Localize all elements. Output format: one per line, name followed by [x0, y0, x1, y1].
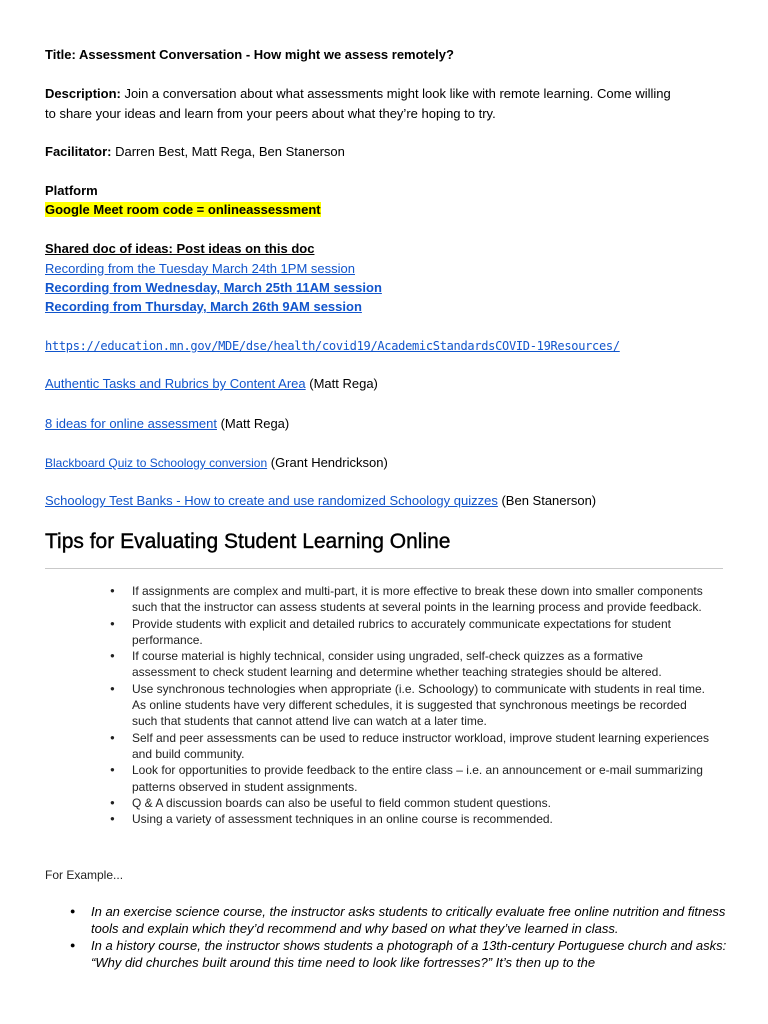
resource-author: (Matt Rega) [305, 376, 378, 391]
platform-label: Platform [45, 183, 98, 198]
resource-row [45, 455, 388, 470]
resource-link-blackboard-quiz[interactable]: Blackboard Quiz to Schoology conversion [45, 456, 268, 470]
list-item: ● Look for opportunities to provide feedback to the entire class – i.e. an announcement or e-mail summarizing patterns observed in student assignments. [110, 762, 710, 795]
description-line-2: to share your ideas and learn from your peers about what they’re hoping to try. [45, 106, 496, 121]
resource-link-authentic-tasks[interactable]: Authentic Tasks and Rubrics by Content Area [45, 376, 306, 391]
recording-link-tuesday[interactable]: Recording from the Tuesday March 24th 1PM session [45, 261, 355, 276]
list-item: ● Provide students with explicit and detailed rubrics to accurately communicate expectations for student performance. [110, 616, 710, 649]
recording-link-thursday[interactable]: Recording from Thursday, March 26th 9AM session [45, 299, 362, 314]
mde-resource-link[interactable]: https://education.mn.gov/MDE/dse/health/covid19/AcademicStandardsCOVID-19Resources/ [45, 339, 620, 353]
tips-list [110, 583, 710, 827]
list-item: ● If assignments are complex and multi-part, it is more effective to break these down into smaller components such that the instructor can assess students at several points in the learning process and provide feedback. [110, 583, 710, 616]
tips-heading: Tips for Evaluating Student Learning Online [45, 530, 451, 553]
list-item: ● In a history course, the instructor shows students a photograph of a 13th-century Portuguese church and asks: “Why did churches built around this time need to look like fortresses?” It’s then up to the [70, 937, 732, 971]
resource-author: (Matt Rega) [216, 416, 290, 431]
resource-row [45, 416, 289, 431]
examples-list [70, 903, 732, 971]
facilitator-line [45, 144, 345, 159]
facilitator-label: Facilitator: [45, 144, 112, 159]
list-item: ● In an exercise science course, the instructor asks students to critically evaluate free online nutrition and fitness tools and explain which they’d recommend and why based on what they’ve learned in class. [70, 903, 732, 937]
for-example-label: For Example... [45, 868, 124, 882]
resource-link-8-ideas[interactable]: 8 ideas for online assessment [45, 416, 217, 431]
resource-row [45, 493, 596, 508]
resource-row [45, 376, 378, 391]
resource-link-schoology-test-banks[interactable]: Schoology Test Banks - How to create and use randomized Schoology quizzes [45, 493, 498, 508]
list-item: ● Self and peer assessments can be used to reduce instructor workload, improve student learning experiences and build community. [110, 730, 710, 763]
doc-title: Title: Assessment Conversation - How might we assess remotely? [45, 47, 454, 62]
description-label: Description: [45, 86, 121, 101]
list-item: ● Use synchronous technologies when appropriate (i.e. Schoology) to communicate with students in real time. As online students have very different schedules, it is suggested that synchronous meetings be recorded such that students that cannot attend live can watch at a later time. [110, 681, 710, 730]
heading-divider [45, 568, 723, 569]
resource-author: (Ben Stanerson) [497, 493, 597, 508]
list-item: ● If course material is highly technical, consider using ungraded, self-check quizzes as a formative assessment to check student learning and determine whether teaching strategies should be altered. [110, 648, 710, 681]
list-item: ● Using a variety of assessment techniques in an online course is recommended. [110, 811, 710, 827]
description-text-1: Join a conversation about what assessments might look like with remote learning. Come willing [120, 86, 671, 101]
shared-doc-link[interactable]: Shared doc of ideas: Post ideas on this doc [45, 241, 315, 256]
meet-code-highlight: Google Meet room code = onlineassessment [45, 202, 321, 217]
list-item: ● Q & A discussion boards can also be useful to field common student questions. [110, 795, 710, 811]
facilitator-names: Darren Best, Matt Rega, Ben Stanerson [111, 144, 345, 159]
recording-link-wednesday[interactable]: Recording from Wednesday, March 25th 11AM session [45, 280, 382, 295]
resource-author: (Grant Hendrickson) [267, 455, 388, 470]
description-line-1 [45, 86, 671, 101]
meet-code [45, 202, 321, 217]
